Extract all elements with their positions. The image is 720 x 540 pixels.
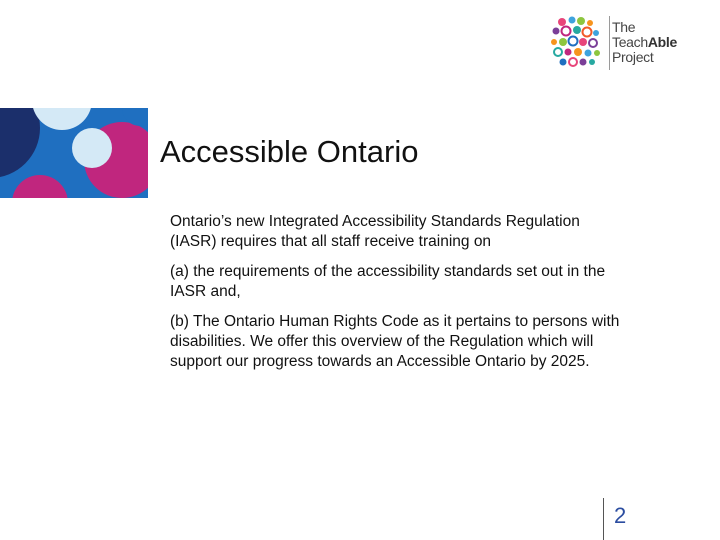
paragraph-intro: Ontario’s new Integrated Accessibility Standards Regulation (IASR) requires that all staff receive training on — [170, 213, 580, 250]
paragraph-a: (a) the requirements of the accessibility standards set out in the IASR and, — [170, 263, 606, 300]
slide-body — [170, 212, 620, 382]
logo-line-2-bold: Able — [647, 34, 677, 50]
logo-line-2 — [612, 35, 677, 50]
decorative-banner — [0, 108, 148, 198]
logo-line-1: The — [612, 19, 636, 35]
logo-wordmark — [612, 20, 677, 65]
logo-dots-icon — [548, 14, 604, 70]
page-number: 2 — [614, 503, 627, 528]
slide-title: Accessible Ontario — [160, 134, 419, 169]
logo-line-2-plain: Teach — [612, 34, 648, 50]
logo-line-3: Project — [612, 49, 654, 65]
page-number-divider — [603, 498, 604, 540]
teachable-project-logo — [548, 14, 677, 72]
logo-divider — [609, 16, 610, 70]
paragraph-b: (b) The Ontario Human Rights Code as it pertains to persons with disabilities. We offer this overview of the Regulation which will support our progress towards an Accessible Ontario by 2025. — [170, 313, 620, 370]
